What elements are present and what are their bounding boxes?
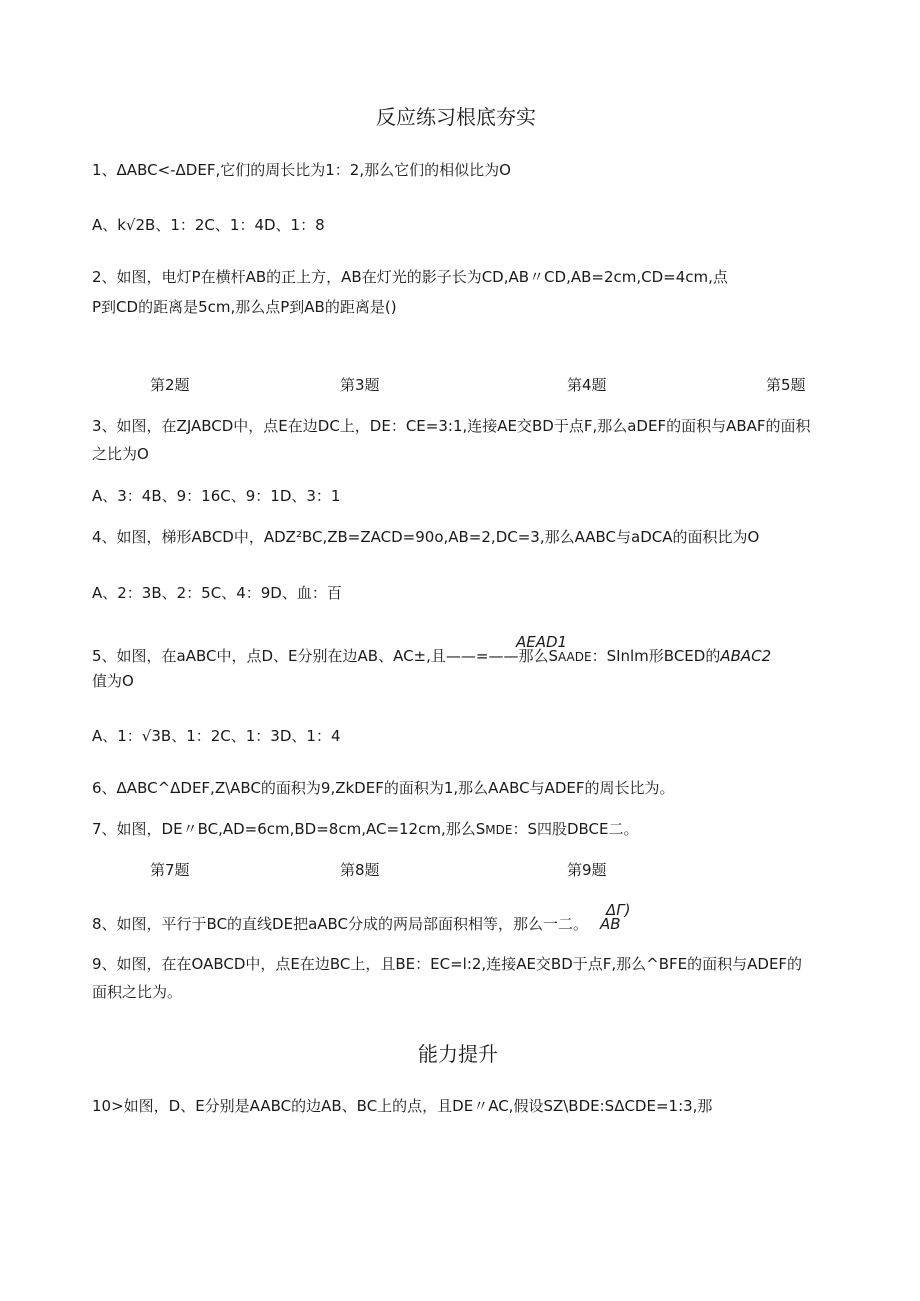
- figure-label-q3: 第3题: [340, 376, 380, 394]
- question-4-options: A、2：3B、2：5C、4：9D、血：百: [92, 584, 342, 602]
- figure-label-q2: 第2题: [150, 376, 190, 394]
- question-8-fraction-bottom: AB: [600, 915, 621, 933]
- question-7-text: 7、如图，DE〃BC,AD=6cm,BD=8cm,AC=12cm,那么SMDE：S四股DBCE二。: [92, 820, 639, 838]
- question-5-fraction-top: AEAD1: [516, 633, 568, 651]
- question-5-line-2: 值为O: [92, 672, 134, 690]
- question-9-line-1: 9、如图，在在OABCD中，点E在边BC上，且BE：EC=l:2,连接AE交BD于点F,那么^BFE的面积与ADEF的: [92, 955, 803, 973]
- question-2-line-1: 2、如图，电灯P在横杆AB的正上方，AB在灯光的影子长为CD,AB〃CD,AB=2cm,CD=4cm,点: [92, 268, 728, 286]
- figure-label-q5: 第5题: [766, 376, 806, 394]
- figure-label-q7: 第7题: [150, 861, 190, 879]
- figure-label-q9: 第9题: [567, 861, 607, 879]
- question-9-line-2: 面积之比为。: [92, 983, 183, 1001]
- question-1-text: 1、ΔABC<-ΔDEF,它们的周长比为1：2,那么它们的相似比为O: [92, 161, 511, 179]
- question-8-text: 8、如图，平行于BC的直线DE把aABC分成的两局部面积相等，那么一二。: [92, 915, 589, 933]
- question-2-line-2: P到CD的距离是5cm,那么点P到AB的距离是(): [92, 298, 397, 316]
- question-5-line-1: 5、如图，在aABC中，点D、E分别在边AB、AC±,且——=——那么SAADE：SInlm形BCED的ABAC2: [92, 647, 772, 665]
- question-10-text: 10>如图，D、E分别是AABC的边AB、BC上的点，且DE〃AC,假设SZ\BDE:SΔCDE=1:3,那: [92, 1097, 713, 1115]
- question-3-options: A、3：4B、9：16C、9：1D、3：1: [92, 487, 341, 505]
- question-3-line-2: 之比为O: [92, 445, 149, 463]
- figure-label-q8: 第8题: [340, 861, 380, 879]
- question-1-options: A、k√2B、1：2C、1：4D、1：8: [92, 216, 325, 234]
- question-5-options: A、1：√3B、1：2C、1：3D、1：4: [92, 727, 341, 745]
- question-6-text: 6、ΔABC^ΔDEF,Z\ABC的面积为9,ZkDEF的面积为1,那么AABC与ADEF的周长比为。: [92, 779, 675, 797]
- section-title-advanced: 能力提升: [418, 1042, 498, 1066]
- section-title-basic: 反应练习根底夯实: [376, 105, 536, 129]
- question-8-fraction-top: ΔΓ): [606, 901, 631, 919]
- figure-label-q4: 第4题: [567, 376, 607, 394]
- question-4-text: 4、如图，梯形ABCD中，ADZ²BC,ZB=ZACD=90o,AB=2,DC=3,那么AABC与aDCA的面积比为O: [92, 528, 760, 546]
- question-3-line-1: 3、如图，在ZJABCD中，点E在边DC上，DE：CE=3:1,连接AE交BD于点F,那么aDEF的面积与ABAF的面积: [92, 417, 811, 435]
